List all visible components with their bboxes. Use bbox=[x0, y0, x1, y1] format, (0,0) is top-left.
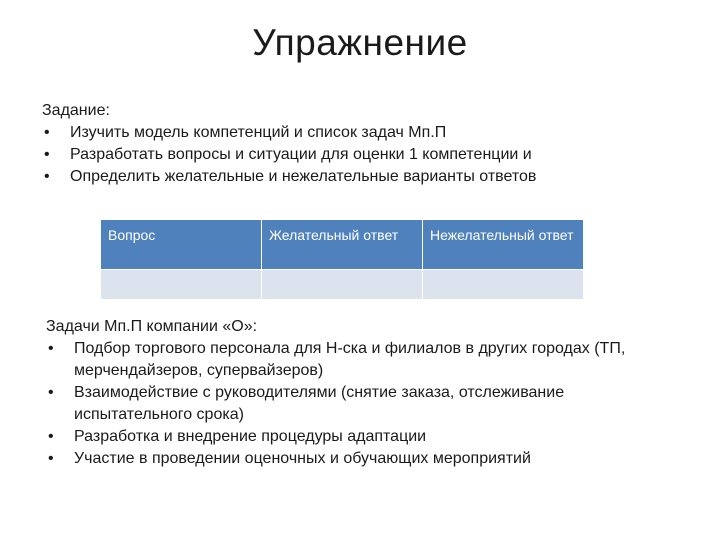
assignment-item-text: Разработать вопросы и ситуации для оценки 1 компетенции и bbox=[70, 146, 532, 163]
slide-title: Упражнение bbox=[252, 22, 468, 63]
table-cell bbox=[101, 270, 262, 300]
bullet-icon: • bbox=[48, 450, 54, 467]
assignment-list bbox=[42, 122, 692, 188]
company-task-item bbox=[46, 382, 686, 426]
header-question: Вопрос bbox=[101, 220, 262, 270]
assignment-heading: Задание: bbox=[42, 102, 110, 119]
company-tasks-section bbox=[46, 316, 686, 470]
company-task-text: Подбор торгового персонала для Н-ска и филиалов в других городах (ТП, мерчендайзеров, супервайзеров) bbox=[74, 340, 626, 379]
bullet-icon: • bbox=[44, 168, 50, 185]
bullet-icon: • bbox=[48, 384, 54, 401]
table-cell bbox=[262, 270, 423, 300]
company-tasks-heading: Задачи Мп.П компании «О»: bbox=[46, 318, 258, 335]
header-desired-answer: Желательный ответ bbox=[262, 220, 423, 270]
assignment-item bbox=[42, 166, 692, 188]
answers-table bbox=[100, 219, 584, 300]
bullet-icon: • bbox=[48, 340, 54, 357]
bullet-icon: • bbox=[44, 124, 50, 141]
table-header-row bbox=[101, 220, 584, 270]
company-task-text: Разработка и внедрение процедуры адаптации bbox=[74, 428, 427, 445]
company-task-item bbox=[46, 338, 686, 382]
company-task-text: Взаимодействие с руководителями (снятие заказа, отслеживание испытательного срока) bbox=[74, 384, 565, 423]
assignment-item bbox=[42, 144, 692, 166]
table-cell bbox=[423, 270, 584, 300]
company-task-item bbox=[46, 448, 686, 470]
company-task-item bbox=[46, 426, 686, 448]
company-task-text: Участие в проведении оценочных и обучающих мероприятий bbox=[74, 450, 531, 467]
assignment-section bbox=[42, 100, 692, 188]
table-row bbox=[101, 270, 584, 300]
company-tasks-list bbox=[46, 338, 686, 470]
bullet-icon: • bbox=[44, 146, 50, 163]
assignment-item-text: Изучить модель компетенций и список задач Мп.П bbox=[70, 124, 447, 141]
header-undesired-answer: Нежелательный ответ bbox=[423, 220, 584, 270]
assignment-item bbox=[42, 122, 692, 144]
bullet-icon: • bbox=[48, 428, 54, 445]
assignment-item-text: Определить желательные и нежелательные варианты ответов bbox=[70, 168, 537, 185]
